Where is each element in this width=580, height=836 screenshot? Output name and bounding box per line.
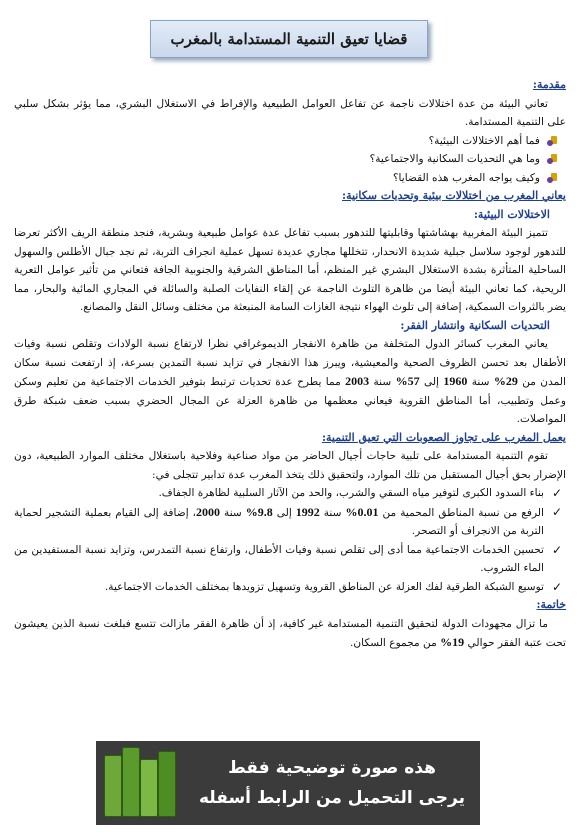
text-run: سنة (323, 506, 342, 519)
stat-value: 19% (440, 635, 465, 649)
intro-heading: مقدمة: (532, 78, 566, 91)
section1-sub1-heading: الاختلالات البيئية: (473, 207, 550, 221)
section1-sub2-heading: التحديات السكانية وانتشار الفقر: (400, 318, 550, 332)
check-icon-item-text: بناء السدود الكبرى لتوفير مياه السقي والشرب، والحد من الآثار السلبية لظاهرة الجفاف. (158, 487, 544, 499)
section2-text: تقوم التنمية المستدامة على تلبية حاجات أجيال الحاضر من مواد صناعية وفلاحية باستغلال مختلف الموارد الطبيعية، دون الإضرار بحق أجيال المستقبل من تلك الموارد، ولتحقيق ذلك يتخذ المغرب عدة تدابير تتجلى في: (14, 450, 566, 481)
list-item (14, 484, 544, 503)
question-item (14, 150, 566, 169)
text-run: سنة (471, 376, 490, 388)
banner-text (184, 753, 480, 813)
list-item (14, 503, 544, 541)
stat-value: 29% (493, 374, 518, 388)
book-spine (140, 759, 158, 817)
page-title-text: قضايا تعيق التنمية المستدامة بالمغرب (170, 30, 408, 48)
text-run: يعاني المغرب كسائر الدول المتخلفة من ظاهرة الانفجار الديموغرافي نظرا لارتفاع نسبة الولادات وتقلص نسبة وفيات الأطفال بعد تحسن الظروف الصحية والمعيشية، ويبرز هذا الانفجار في تزايد نسبة التمدين بسرعة، إذ ارتفعت نسبة سكان المدن من (14, 338, 566, 388)
question-text: فما أهم الاختلالات البيئية؟ (428, 134, 540, 147)
list-item (14, 541, 544, 578)
list-item (14, 578, 544, 597)
stat-year: 1992 (295, 504, 320, 519)
question-item (14, 169, 566, 188)
stat-value: 9.8% (245, 504, 273, 519)
text-run: إلى (276, 506, 292, 519)
preview-banner (96, 741, 480, 825)
pointer-icon (546, 135, 558, 147)
book-spine (104, 755, 122, 817)
question-text: وكيف يواجه المغرب هذه القضايا؟ (392, 171, 540, 184)
stat-value: 57% (395, 374, 420, 388)
banner-line-1: هذه صورة توضيحية فقط (228, 758, 436, 778)
stat-year: 1960 (443, 374, 468, 388)
text-run: سنة (373, 376, 392, 388)
question-item (14, 132, 566, 151)
stat-year: 2003 (345, 374, 370, 388)
stat-value: 0.01% (345, 504, 379, 519)
text-run: مما يطرح عدة تحديات ترتبط بتوفير الخدمات الاجتماعية من تعليم وسكن وعمل وتطبيب، أما المناطق القروية فيعاني معظمها من ظاهرة العزلة عن المجال الحضري بسبب ضعف شبكة طرق المواصلات. (14, 376, 566, 425)
intro-text: تعاني البيئة من عدة اختلالات ناجمة عن تفاعل العوامل الطبيعية والإفراط في الاستغلال البشري، مما يؤثر بشكل سلبي على التنمية المستدامة. (14, 97, 566, 128)
banner-line-2: يرجى التحميل من الرابط أسفله (198, 788, 466, 808)
question-text: وما هي التحديات السكانية والاجتماعية؟ (369, 153, 540, 165)
text-run: ما تزال مجهودات الدولة لتحقيق التنمية المستدامة غير كافية، إذ أن ظاهرة الفقر مازالت تتسع فبلغت نسبة الذين يعيشون تحت عتبة الفقر حوالي (14, 617, 566, 649)
text-run: من مجموع السكان. (350, 637, 437, 649)
books-icon (96, 741, 184, 825)
section1-heading: يعاني المغرب من اختلالات بيئية وتحديات سكانية: (342, 189, 566, 202)
pointer-icon (546, 172, 558, 184)
text-run: الرفع من نسبة المناطق المحمية من (382, 506, 544, 519)
document-body (14, 76, 566, 653)
stat-year: 2000 (196, 504, 221, 519)
book-spine (158, 751, 176, 817)
book-spine (122, 747, 140, 817)
section1-sub1-text: تتميز البيئة المغربية بهشاشتها وقابليتها للتدهور بسبب تفاعل عدة عوامل طبيعية وبشرية، فنجد منطقة الريف الأكثر تعرضا للتدهور لوجود سلاسل جبلية شديدة الانحدار، تتخللها مجاري عديدة تسهل عملية انجراف التربة، ثم نجد جبال الأطلس والسهول الساحلية المتأثرة بشدة الاستغلال البشري غير المنظم، أما المناطق الشرقية والجنوبية الجافة فتعاني من تأثير عوامل التعرية الريحية، كما تعاني البيئة أيضا من ظاهرة التلوث الناجمة عن إلقاء النفايات الصلبة والسائلة في المجاري المائية والبحار، مما يضر بالثروات السمكية، إضافة إلى تلوث الهواء نتيجة الغازات السامة المنبعثة من مختلف وسائل النقل والمصانع. (14, 227, 566, 313)
text-run: إلى (423, 376, 439, 388)
section1-sub2-text (14, 335, 566, 429)
conclusion-heading: خاتمة: (536, 598, 566, 611)
text-run: سنة (224, 506, 242, 519)
text-run: ، إضافة إلى القيام بعملية التشجير لحماية التربة من الانجراف أو التصحر. (14, 506, 544, 537)
item-text: تحسين الخدمات الاجتماعية مما أدى إلى تقلص نسبة وفيات الأطفال، وارتفاع نسبة التمدرس، وتزايد نسبة المستفيدين من الماء الشروب. (14, 543, 544, 574)
item-text: توسيع الشبكة الطرقية لفك العزلة عن المناطق القروية وتسهيل تزويدها بمختلف الخدمات الاجتماعية. (104, 580, 544, 593)
section2-heading: يعمل المغرب على تجاوز الصعوبات التي تعيق التنمية: (321, 430, 566, 444)
page-title (150, 20, 428, 58)
pointer-icon (546, 153, 558, 165)
measures-list (14, 484, 566, 596)
conclusion-text (14, 615, 566, 653)
